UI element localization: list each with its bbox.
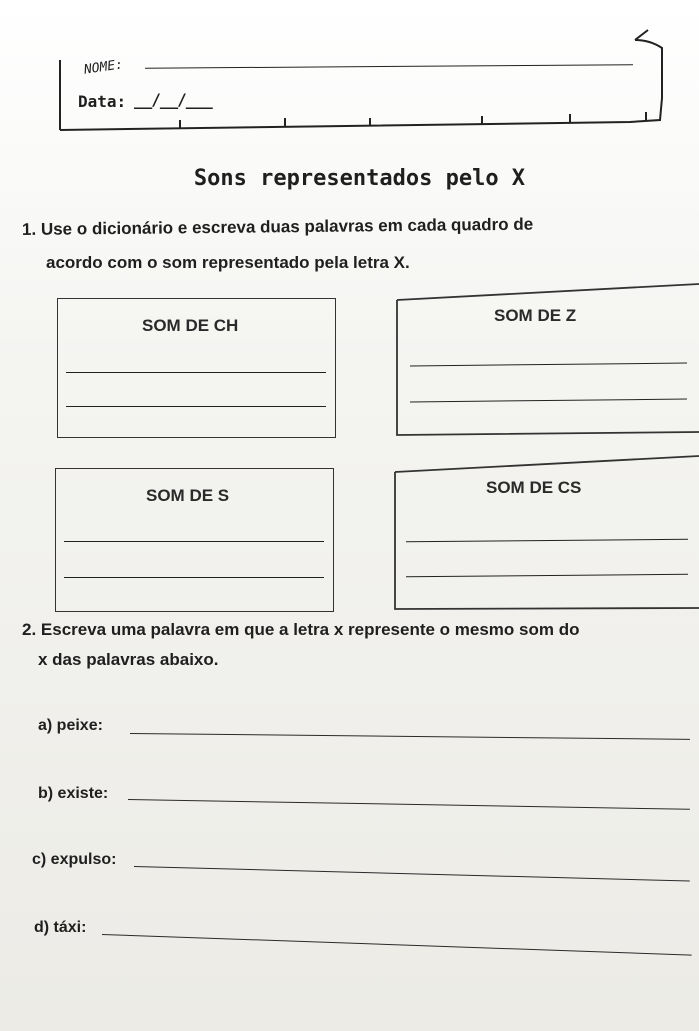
box-ch-answer-1[interactable] bbox=[66, 372, 326, 373]
page-title: Sons representados pelo X bbox=[193, 166, 526, 191]
item-a-answer[interactable] bbox=[130, 733, 690, 740]
question-1-line-2: acordo com o som representado pela letra X. bbox=[46, 253, 410, 272]
date-field[interactable]: __/__/___ bbox=[134, 90, 212, 109]
box-s-answer-2[interactable] bbox=[64, 577, 324, 578]
box-ch-title: SOM DE CH bbox=[142, 316, 239, 335]
box-s-answer-1[interactable] bbox=[64, 541, 324, 542]
date-label: Data: bbox=[78, 92, 127, 111]
question-2-line-2: x das palavras abaixo. bbox=[38, 650, 219, 669]
name-label: NOME: bbox=[83, 57, 124, 78]
item-a-label: a) peixe: bbox=[38, 717, 103, 734]
box-z-title: SOM DE Z bbox=[494, 306, 577, 325]
item-b-answer[interactable] bbox=[128, 799, 690, 810]
box-s-title: SOM DE S bbox=[146, 486, 230, 505]
box-som-de-z bbox=[395, 280, 699, 440]
item-c-label: c) expulso: bbox=[32, 851, 117, 868]
item-d-label: d) táxi: bbox=[34, 919, 87, 936]
item-b-label: b) existe: bbox=[38, 785, 109, 802]
item-c-answer[interactable] bbox=[134, 866, 690, 882]
header-frame bbox=[50, 20, 670, 140]
box-som-de-cs bbox=[393, 452, 699, 612]
box-ch-answer-2[interactable] bbox=[66, 406, 326, 407]
box-cs-title: SOM DE CS bbox=[486, 478, 582, 497]
question-1-line-1: 1. Use o dicionário e escreva duas palavras em cada quadro de bbox=[21, 214, 534, 239]
item-d-answer[interactable] bbox=[102, 934, 692, 956]
question-2-line-1: 2. Escreva uma palavra em que a letra x represente o mesmo som do bbox=[22, 620, 580, 639]
